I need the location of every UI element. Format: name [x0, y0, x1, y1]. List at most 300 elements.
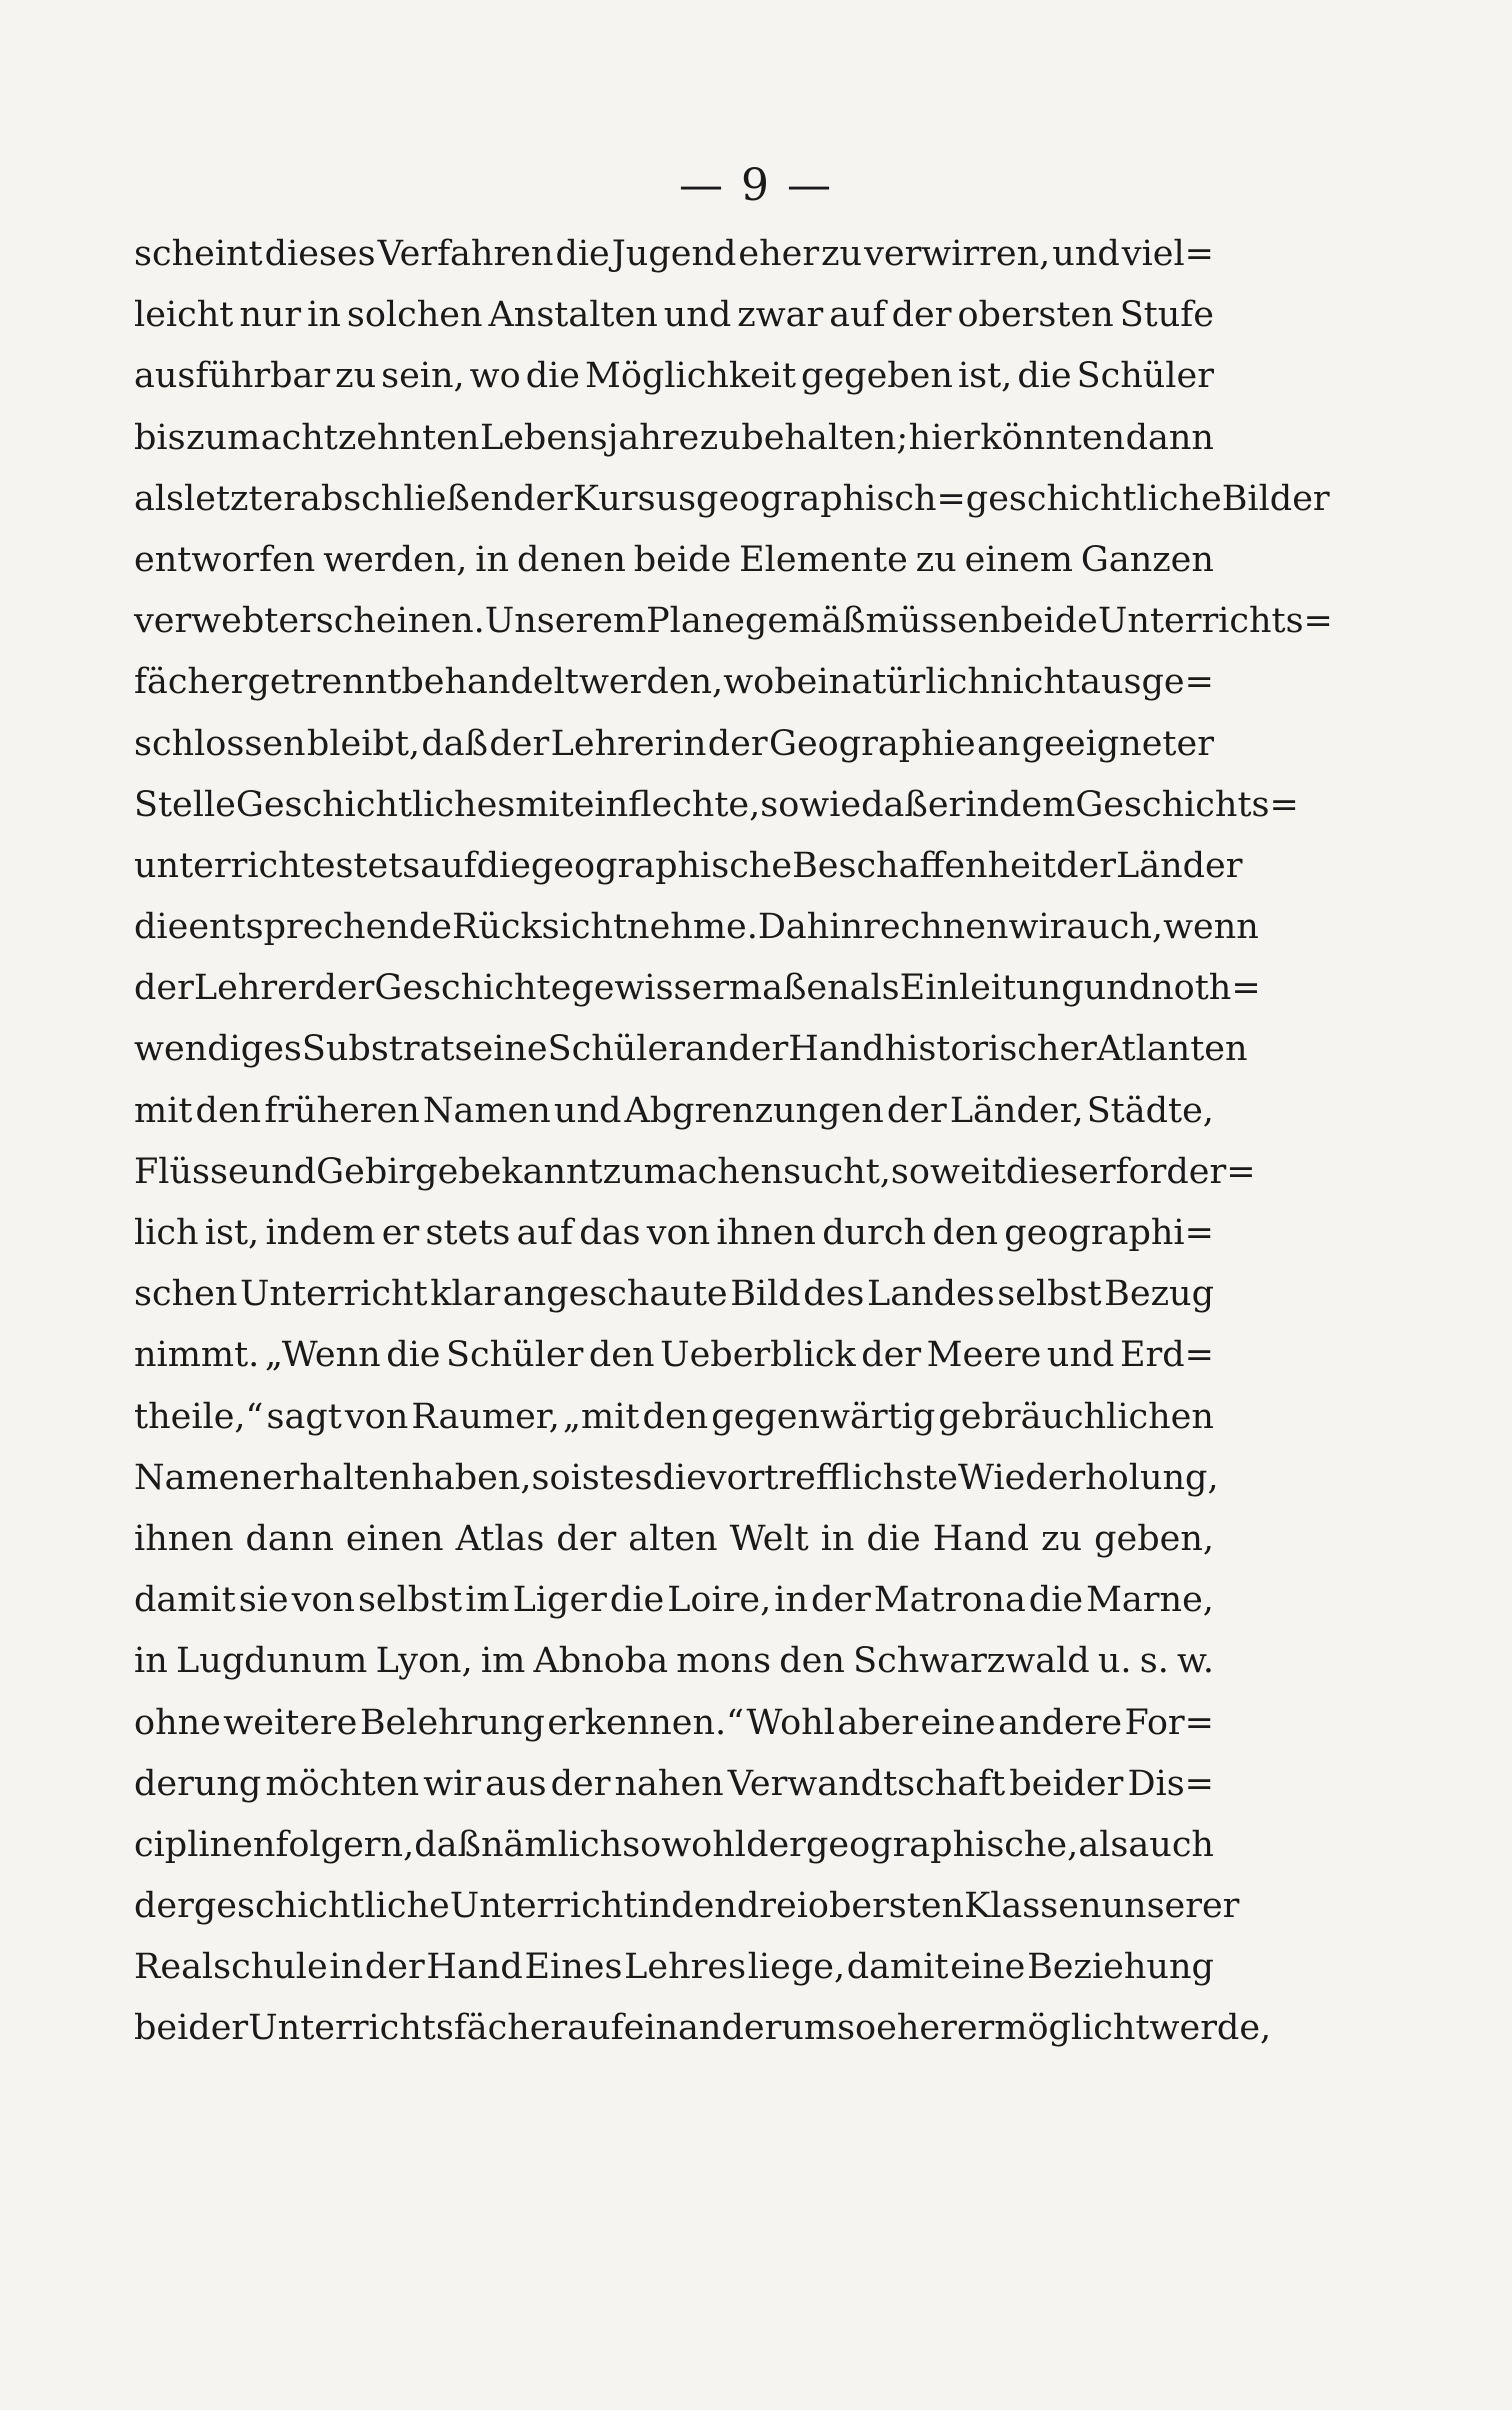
- word: verwebt: [134, 601, 279, 642]
- word: der: [134, 1886, 194, 1927]
- word: Lyon,: [375, 1641, 473, 1682]
- word: der: [550, 1763, 611, 1804]
- word: damit: [846, 1947, 949, 1988]
- word: nicht: [990, 662, 1080, 703]
- word: gegeben: [801, 356, 953, 397]
- word: erkennen.“: [547, 1702, 745, 1743]
- word: früheren: [264, 1090, 420, 1131]
- word: und: [553, 1090, 622, 1131]
- word: ihnen: [716, 1213, 816, 1253]
- text-line: [134, 1457, 1219, 1519]
- word: Verfahren: [377, 234, 554, 274]
- word: erhalten: [261, 1457, 412, 1498]
- word: der: [364, 1947, 425, 1988]
- word: daß: [421, 723, 489, 764]
- word: die: [1028, 1580, 1084, 1621]
- word: seine: [454, 1029, 548, 1070]
- word: im: [480, 1641, 526, 1682]
- text-line: [134, 478, 1330, 540]
- word: machen: [643, 1151, 784, 1192]
- word: Schüler: [446, 1335, 584, 1376]
- word: aber: [837, 1702, 919, 1743]
- word: Hand: [932, 1518, 1030, 1559]
- word: derung: [134, 1763, 262, 1804]
- word: erforder=: [1078, 1151, 1256, 1192]
- word: wo: [469, 356, 521, 397]
- word: folgern,: [275, 1824, 415, 1865]
- word: als: [849, 968, 900, 1009]
- word: zwar: [737, 295, 824, 336]
- word: zu: [915, 539, 957, 580]
- text-line: [134, 724, 1214, 785]
- word: entsprechende: [188, 907, 452, 948]
- word: zu: [335, 356, 377, 397]
- word: Länder: [1115, 845, 1243, 886]
- word: Lugdunum: [175, 1641, 368, 1682]
- word: dies: [1005, 1151, 1079, 1192]
- word: Dahin: [757, 907, 864, 948]
- word: Erd=: [1119, 1335, 1214, 1376]
- text-line: [134, 1764, 1214, 1825]
- word: ausführbar: [134, 356, 331, 397]
- word: u.: [1097, 1641, 1132, 1682]
- word: Bezug: [1104, 1274, 1214, 1315]
- word: behandelt: [401, 662, 579, 703]
- word: Wohl: [746, 1702, 835, 1743]
- word: nur: [239, 295, 302, 336]
- word: Atlanten: [1096, 1029, 1248, 1070]
- word: der: [728, 1029, 789, 1070]
- text-line: [134, 907, 1259, 968]
- word: Loire,: [667, 1580, 772, 1621]
- word: in: [329, 1947, 364, 1988]
- word: Flüsse: [134, 1151, 249, 1192]
- word: mit: [134, 1090, 193, 1131]
- word: werden,: [578, 662, 724, 703]
- word: und: [1052, 234, 1120, 274]
- word: Kursus: [572, 478, 697, 519]
- text-line: [134, 1213, 1214, 1274]
- word: bekannt: [458, 1151, 603, 1192]
- word: er: [927, 784, 966, 825]
- word: müssen: [865, 601, 1001, 642]
- word: zum: [186, 417, 261, 458]
- word: werde,: [1149, 2008, 1272, 2049]
- word: die: [555, 234, 610, 274]
- word: letzter: [184, 478, 300, 519]
- word: stets: [335, 845, 421, 886]
- word: und: [1046, 1335, 1115, 1376]
- word: so: [531, 1457, 571, 1498]
- word: auf: [420, 845, 477, 886]
- word: ausge=: [1080, 662, 1214, 703]
- word: Liger: [512, 1580, 607, 1621]
- word: Unserem: [484, 601, 647, 642]
- word: geben,: [1094, 1518, 1214, 1559]
- word: Ganzen: [1080, 539, 1214, 580]
- word: auch,: [1066, 907, 1164, 948]
- word: Stelle: [134, 784, 236, 825]
- word: und: [248, 1151, 317, 1192]
- text-line: [134, 1274, 1214, 1335]
- word: in: [965, 784, 1000, 825]
- text-line: [134, 1641, 1214, 1702]
- text-line: [134, 295, 1214, 356]
- word: Abnoba: [533, 1641, 669, 1682]
- word: einander: [623, 2008, 782, 2049]
- word: Abgrenzungen: [624, 1090, 884, 1131]
- text-line: [134, 1091, 1214, 1152]
- word: in: [637, 1886, 672, 1927]
- word: ermöglicht: [956, 2008, 1150, 2049]
- word: in: [307, 295, 341, 336]
- word: Gebirge: [316, 1151, 459, 1192]
- word: so: [837, 2008, 877, 2049]
- word: den: [642, 1396, 709, 1437]
- word: sagt: [266, 1396, 342, 1437]
- word: weitere: [223, 1702, 358, 1743]
- word: Hand: [426, 1947, 523, 1988]
- text-line: [134, 1825, 1214, 1886]
- word: aus: [485, 1763, 547, 1804]
- word: wir: [1008, 907, 1067, 948]
- word: Wiederholung,: [958, 1457, 1219, 1498]
- word: „Wenn: [264, 1335, 381, 1376]
- word: viel=: [1121, 234, 1214, 274]
- word: Schwarzwald: [853, 1641, 1090, 1682]
- text-line: [134, 540, 1214, 601]
- word: Lebensjahre: [479, 417, 700, 458]
- word: ohne: [134, 1702, 221, 1743]
- text-line: [134, 418, 1214, 479]
- word: beide: [633, 539, 732, 580]
- word: auf: [829, 295, 886, 336]
- word: Ueberblick: [660, 1335, 856, 1376]
- word: ist,: [204, 1213, 260, 1253]
- word: es: [613, 1457, 653, 1498]
- word: möchten: [265, 1763, 420, 1804]
- word: des: [803, 1274, 865, 1315]
- word: Geschichtliches: [235, 784, 516, 825]
- word: beider: [1009, 1763, 1124, 1804]
- word: Geschichte: [374, 968, 572, 1009]
- word: zu: [602, 1151, 644, 1192]
- word: dann: [1125, 417, 1214, 458]
- word: damit: [134, 1580, 236, 1621]
- word: bis: [134, 417, 186, 458]
- word: nimmt.: [134, 1335, 260, 1376]
- word: beider: [134, 2008, 249, 2049]
- word: in: [134, 1641, 168, 1682]
- word: Städte,: [1086, 1090, 1214, 1131]
- word: auf: [567, 2008, 624, 2049]
- word: Stufe: [1119, 295, 1214, 336]
- word: angeschaute: [502, 1274, 728, 1315]
- word: leicht: [134, 295, 234, 336]
- word: auf: [516, 1213, 573, 1253]
- word: sie: [238, 1580, 289, 1621]
- word: gegenwärtig: [711, 1396, 936, 1437]
- word: geographische: [530, 845, 793, 886]
- word: unterrichte: [134, 845, 336, 886]
- word: der: [556, 1518, 617, 1559]
- word: w.: [1177, 1641, 1214, 1682]
- word: erscheinen.: [278, 601, 485, 642]
- word: Länder,: [949, 1090, 1084, 1131]
- word: eine: [920, 1702, 996, 1743]
- word: selbst: [357, 1580, 463, 1621]
- word: Klassen: [964, 1886, 1102, 1927]
- word: könnten: [980, 417, 1126, 458]
- word: die: [1017, 356, 1072, 397]
- word: der: [314, 968, 375, 1009]
- word: Schüler: [1076, 356, 1214, 397]
- word: drei: [736, 1886, 808, 1927]
- word: Unterrichts=: [1097, 601, 1333, 642]
- word: wenn: [1163, 907, 1259, 948]
- word: die: [652, 1457, 707, 1498]
- word: von: [344, 1396, 409, 1437]
- word: stets: [425, 1213, 511, 1253]
- word: und: [1083, 968, 1152, 1009]
- word: „mit: [562, 1396, 640, 1437]
- word: die: [525, 356, 581, 397]
- word: hier: [908, 417, 980, 458]
- word: der: [810, 1580, 871, 1621]
- word: Hand: [788, 1029, 885, 1070]
- word: geographi=: [1004, 1213, 1214, 1253]
- word: ist,: [957, 356, 1013, 397]
- text-line: [134, 1397, 1214, 1458]
- word: sein,: [381, 356, 465, 397]
- word: nehme.: [627, 907, 758, 948]
- word: der: [746, 1824, 806, 1865]
- word: und: [663, 295, 732, 336]
- word: lich: [134, 1213, 199, 1253]
- word: auch: [1128, 1824, 1214, 1865]
- text-line: [134, 845, 1243, 907]
- word: haben,: [411, 1457, 532, 1498]
- word: Beschaffenheit: [792, 845, 1057, 886]
- word: er: [381, 1213, 420, 1253]
- word: rechnen: [863, 907, 1009, 948]
- word: den: [195, 1090, 262, 1131]
- word: der: [861, 1335, 922, 1376]
- word: gemäß: [744, 601, 866, 642]
- word: eine: [950, 1947, 1026, 1988]
- word: achtzehnten: [260, 417, 480, 458]
- word: die: [386, 1335, 441, 1376]
- word: abschließender: [299, 478, 573, 519]
- text-line: [134, 1151, 1256, 1213]
- word: geographisch=geschichtliche: [696, 478, 1222, 519]
- word: wir: [423, 1763, 482, 1804]
- word: den: [671, 1886, 737, 1927]
- word: gebräuchlichen: [938, 1396, 1214, 1437]
- word: geschichtliche: [193, 1886, 450, 1927]
- word: daß: [414, 1824, 481, 1865]
- word: die: [476, 845, 531, 886]
- word: selbst: [997, 1274, 1102, 1315]
- word: zu: [699, 417, 741, 458]
- word: von: [291, 1580, 355, 1621]
- text-line: [134, 601, 1333, 662]
- word: Einleitung: [899, 968, 1084, 1009]
- word: geeigneter: [1021, 723, 1214, 764]
- body-text: [134, 234, 1333, 2070]
- word: Welt: [729, 1518, 809, 1559]
- word: sowie: [760, 784, 862, 825]
- word: klar: [430, 1274, 501, 1315]
- word: der: [1056, 845, 1116, 886]
- text-line: [134, 1335, 1214, 1396]
- text-line: [134, 1947, 1214, 2008]
- word: Rücksicht: [451, 907, 628, 948]
- word: noth=: [1151, 968, 1261, 1009]
- word: wendiges: [134, 1029, 302, 1070]
- word: Möglichkeit: [585, 356, 797, 397]
- word: der: [707, 723, 768, 764]
- word: den: [779, 1641, 845, 1682]
- word: wobei: [723, 662, 829, 703]
- word: soweit: [890, 1151, 1006, 1192]
- word: historischer: [884, 1029, 1097, 1070]
- word: verwirren,: [864, 234, 1051, 274]
- word: Geschichts=: [1075, 784, 1299, 825]
- word: denen: [516, 539, 626, 580]
- word: sucht,: [783, 1151, 891, 1192]
- word: der: [886, 1090, 947, 1131]
- word: die: [134, 907, 189, 948]
- word: Schüler: [547, 1029, 685, 1070]
- word: s.: [1139, 1641, 1169, 1682]
- word: mons: [676, 1641, 772, 1682]
- word: For=: [1124, 1702, 1214, 1743]
- word: Lehrer: [550, 723, 672, 764]
- word: dann: [245, 1518, 334, 1559]
- word: ist: [570, 1457, 614, 1498]
- word: Belehrung: [359, 1702, 545, 1743]
- word: fächer: [134, 662, 248, 703]
- text-line: [134, 1886, 1240, 1947]
- word: den: [932, 1213, 998, 1253]
- word: ihnen: [134, 1518, 234, 1559]
- page-number: — 9 —: [679, 160, 833, 211]
- word: behalten;: [741, 417, 909, 458]
- word: von: [646, 1213, 711, 1253]
- word: Lehrer: [193, 968, 315, 1009]
- word: getrennt: [247, 662, 402, 703]
- word: Unterricht: [449, 1886, 638, 1927]
- word: gewissermaßen: [571, 968, 850, 1009]
- word: Beziehung: [1027, 1947, 1214, 1988]
- word: schlossen: [134, 723, 306, 764]
- word: Marne,: [1086, 1580, 1214, 1621]
- word: in: [820, 1518, 855, 1559]
- word: Lehres: [624, 1947, 747, 1988]
- word: Jugend: [611, 234, 737, 274]
- word: ciplinen: [134, 1824, 276, 1865]
- word: um: [781, 2008, 838, 2049]
- word: schen: [134, 1274, 238, 1315]
- word: zu: [821, 234, 863, 274]
- word: vortrefflichste: [706, 1457, 959, 1498]
- word: eher: [876, 2008, 957, 2049]
- word: an: [684, 1029, 729, 1070]
- word: Bilder: [1221, 478, 1330, 519]
- word: natürlich: [828, 662, 990, 703]
- text-line: [134, 1703, 1214, 1764]
- word: der: [891, 295, 952, 336]
- word: eher: [738, 234, 820, 274]
- text-line: [134, 1519, 1214, 1580]
- word: nämlich: [480, 1824, 623, 1865]
- word: entworfen: [134, 539, 316, 580]
- word: in: [672, 723, 707, 764]
- word: einen: [345, 1518, 444, 1559]
- word: Namen: [134, 1457, 262, 1498]
- word: alten: [628, 1518, 718, 1559]
- word: Dis=: [1127, 1763, 1214, 1804]
- word: Elemente: [739, 539, 908, 580]
- word: Unterrichtsfächer: [248, 2008, 568, 2049]
- text-line: [134, 1029, 1248, 1090]
- word: dem: [999, 784, 1076, 825]
- word: Substrat: [301, 1029, 455, 1070]
- word: Atlas: [455, 1518, 545, 1559]
- word: Verwandtschaft: [727, 1763, 1006, 1804]
- word: an: [976, 723, 1021, 764]
- word: beide: [1000, 601, 1098, 642]
- word: der: [489, 723, 550, 764]
- word: Namen: [422, 1090, 551, 1131]
- word: miteinflechte,: [515, 784, 761, 825]
- word: liege,: [747, 1947, 846, 1988]
- word: in: [475, 539, 510, 580]
- text-line: [134, 784, 1299, 846]
- word: unserer: [1101, 1886, 1240, 1927]
- word: die: [866, 1518, 921, 1559]
- text-line: [134, 662, 1214, 723]
- word: im: [465, 1580, 510, 1621]
- word: obersten: [807, 1886, 965, 1927]
- word: Realschule: [134, 1947, 328, 1988]
- word: als: [134, 478, 185, 519]
- text-line: [134, 968, 1261, 1029]
- word: Plane: [646, 601, 745, 642]
- word: solchen: [346, 295, 483, 336]
- word: dieses: [264, 234, 376, 274]
- text-line: [134, 1580, 1214, 1641]
- word: Matrona: [873, 1580, 1026, 1621]
- word: Anstalten: [488, 295, 658, 336]
- word: zu: [1041, 1518, 1083, 1559]
- word: werden,: [323, 539, 468, 580]
- word: Meere: [926, 1335, 1042, 1376]
- word: Eines: [524, 1947, 623, 1988]
- word: die: [609, 1580, 665, 1621]
- text-line: [134, 2008, 1272, 2069]
- word: indem: [265, 1213, 376, 1253]
- word: andere: [998, 1702, 1123, 1743]
- text-line: [134, 234, 1214, 295]
- word: als: [1078, 1824, 1129, 1865]
- word: das: [579, 1213, 641, 1253]
- word: geographische,: [805, 1824, 1079, 1865]
- word: Raumer,: [411, 1396, 560, 1437]
- text-line: [134, 356, 1214, 417]
- word: bleibt,: [306, 723, 421, 764]
